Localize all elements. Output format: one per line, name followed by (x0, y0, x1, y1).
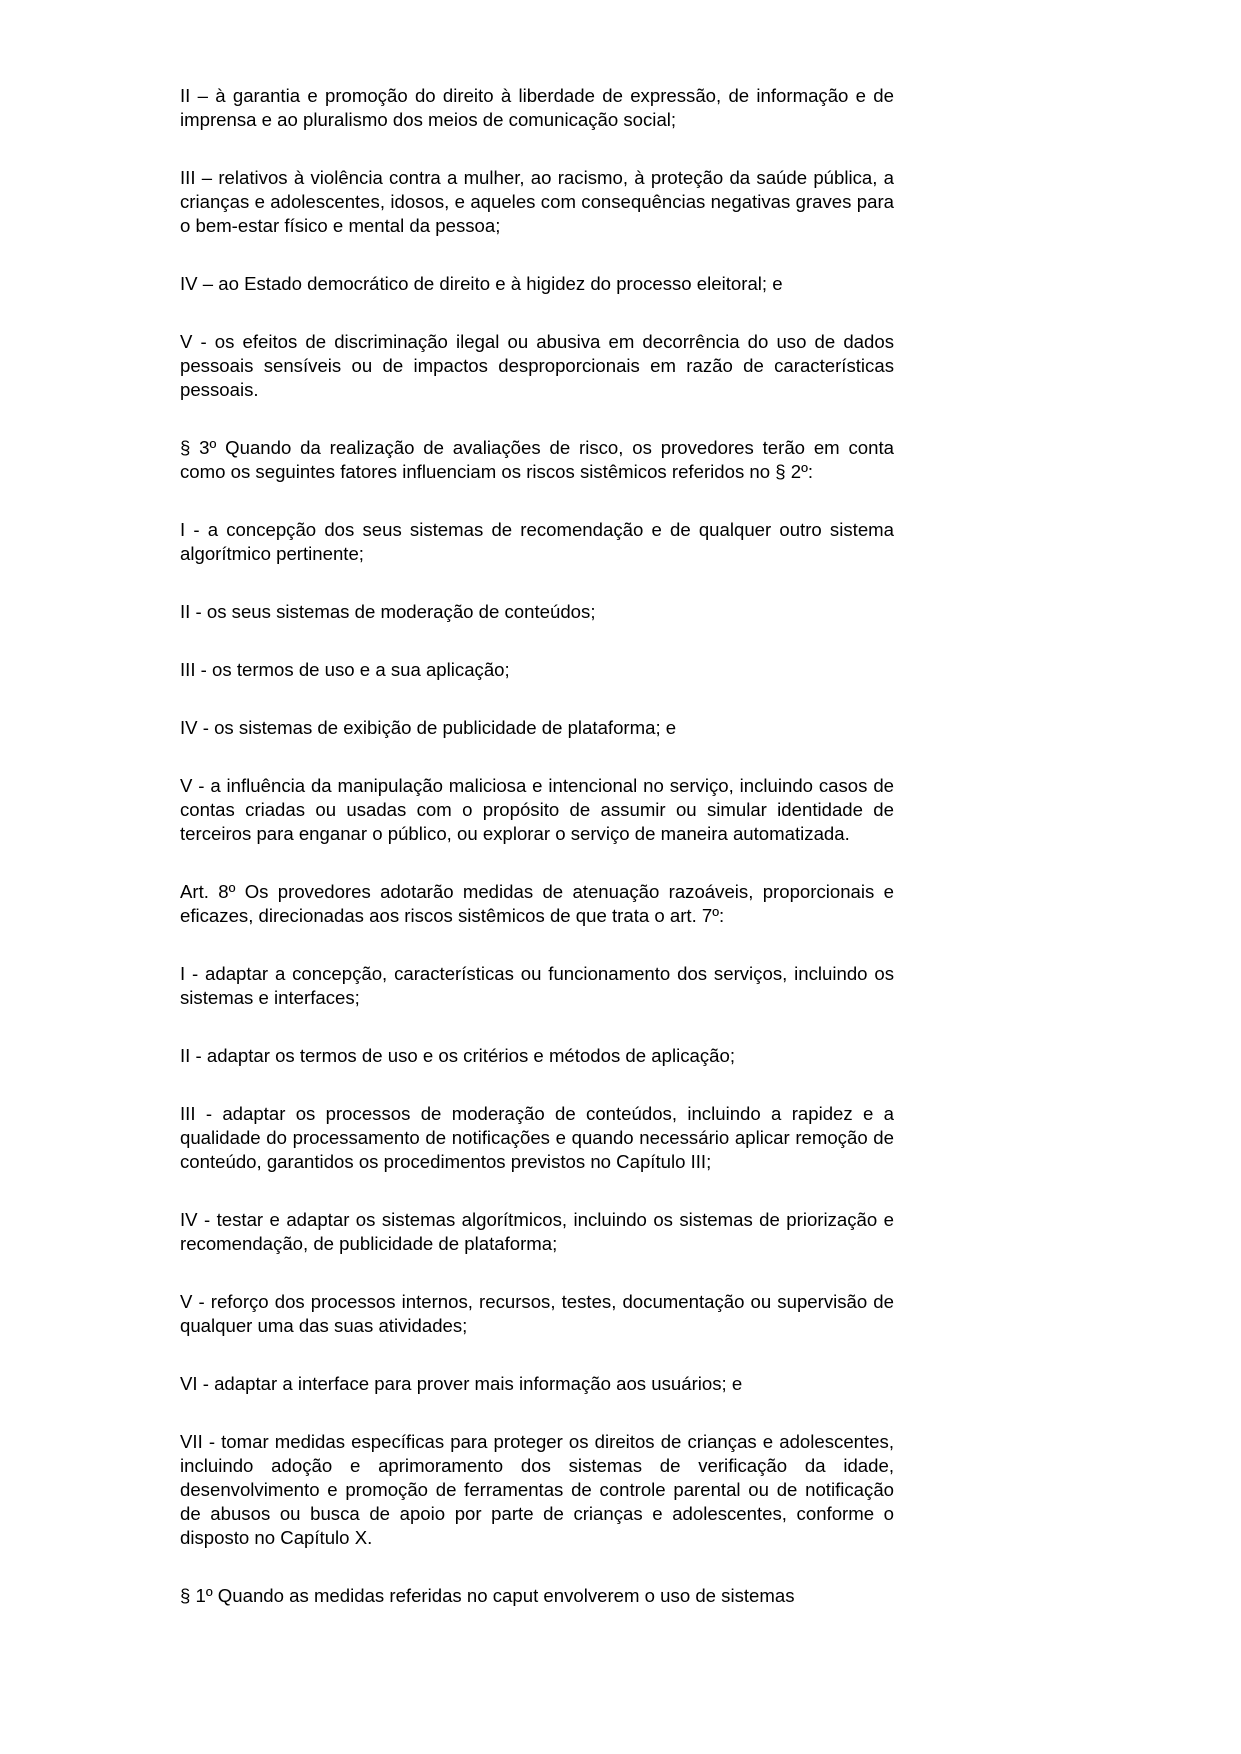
paragraph: I - a concepção dos seus sistemas de recomendação e de qualquer outro sistema algorítmico pertinente; (180, 519, 894, 564)
paragraph: Art. 8º Os provedores adotarão medidas de atenuação razoáveis, proporcionais e eficazes, direcionadas aos riscos sistêmicos de que trata o art. 7º: (180, 881, 894, 926)
paragraph: II - os seus sistemas de moderação de conteúdos; (180, 601, 596, 622)
paragraph: IV - os sistemas de exibição de publicidade de plataforma; e (180, 717, 677, 738)
paragraph: § 3º Quando da realização de avaliações de risco, os provedores terão em conta como os seguintes fatores influenciam os riscos sistêmicos referidos no § 2º: (180, 437, 894, 482)
paragraph: III - os termos de uso e a sua aplicação; (180, 659, 510, 680)
paragraph: II - adaptar os termos de uso e os critérios e métodos de aplicação; (180, 1045, 735, 1066)
paragraph: I - adaptar a concepção, características ou funcionamento dos serviços, incluindo os sistemas e interfaces; (180, 963, 894, 1008)
paragraph: V - a influência da manipulação maliciosa e intencional no serviço, incluindo casos de contas criadas ou usadas com o propósito de assumir ou simular identidade de terceiros para enganar o público, ou explorar o serviço de maneira automatizada. (180, 775, 894, 844)
paragraph: V - os efeitos de discriminação ilegal ou abusiva em decorrência do uso de dados pessoais sensíveis ou de impactos desproporcionais em razão de características pessoais. (180, 331, 894, 400)
paragraph: IV - testar e adaptar os sistemas algorítmicos, incluindo os sistemas de priorização e recomendação, de publicidade de plataforma; (180, 1209, 894, 1254)
paragraph: VII - tomar medidas específicas para proteger os direitos de crianças e adolescentes, incluindo adoção e aprimoramento dos sistemas de verificação da idade, desenvolvimento e promoção de ferramentas de controle parental ou de notificação de abusos ou busca de apoio por parte de crianças e adolescentes, conforme o disposto no Capítulo X. (180, 1431, 894, 1548)
paragraph: III - adaptar os processos de moderação de conteúdos, incluindo a rapidez e a qualidade do processamento de notificações e quando necessário aplicar remoção de conteúdo, garantidos os procedimentos previstos no Capítulo III; (180, 1103, 894, 1172)
paragraph: VI - adaptar a interface para prover mais informação aos usuários; e (180, 1373, 743, 1394)
paragraph: II – à garantia e promoção do direito à liberdade de expressão, de informação e de imprensa e ao pluralismo dos meios de comunicação social; (180, 85, 894, 130)
paragraph: III – relativos à violência contra a mulher, ao racismo, à proteção da saúde pública, a crianças e adolescentes, idosos, e aqueles com consequências negativas graves para o bem-estar físico e mental da pessoa; (180, 167, 894, 236)
paragraph: V - reforço dos processos internos, recursos, testes, documentação ou supervisão de qualquer uma das suas atividades; (180, 1291, 894, 1336)
document-page (180, 84, 894, 1642)
paragraph: IV – ao Estado democrático de direito e à higidez do processo eleitoral; e (180, 273, 783, 294)
paragraph: § 1º Quando as medidas referidas no caput envolverem o uso de sistemas (180, 1585, 795, 1606)
